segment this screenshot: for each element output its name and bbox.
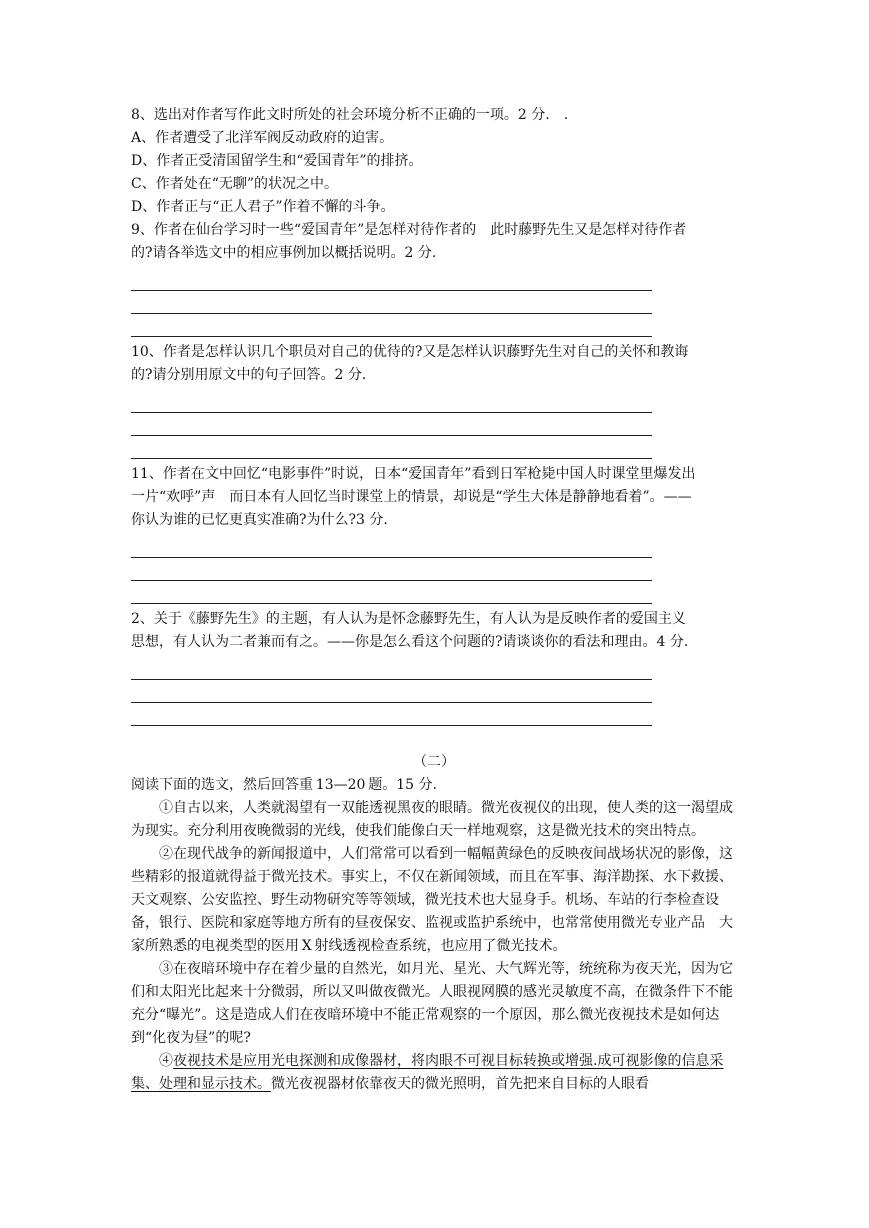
passage-paragraph-4 [131, 1050, 737, 1096]
question-9-line-1: 9、作者在仙台学习时一些“爱国青年”是怎样对待作者的 此时藤野先生又是怎样对待作者 [131, 222, 687, 238]
question-12-line-1: 2、关于《藤野先生》的主题，有人认为是怀念藤野先生，有人认为是反映作者的爱国主义 [131, 611, 686, 627]
passage-paragraph-2: ②在现代战争的新闻报道中，人们常常可以看到一幅幅黄绿色的反映夜间战场状况的影像，这些精彩的报道就得益于微光技术。事实上，不仅在新闻领域，而且在军事、海洋勘探、水下救援、天文观察、公安监控、野生动物研究等等领域，微光技术也大显身手。机场、车站的行李检查设备，银行、医院和家庭等地方所有的昼夜保安、监视或监护系统中，也常常使用微光专业产品 大家所熟悉的电视类型的医用 X 射线透视检查系统，也应用了微光技术。 [131, 846, 733, 954]
question-8-option-c: C、作者处在“无聊”的状况之中。 [131, 176, 339, 192]
question-10-answer-area[interactable] [131, 390, 737, 459]
document-page [131, 104, 737, 1096]
answer-line[interactable] [131, 413, 652, 436]
paragraph-4-continuation: 微光夜视器材依靠夜天的微光照明，首先把来自目标的人眼看 [271, 1076, 649, 1092]
answer-line[interactable] [131, 703, 652, 726]
question-8-stem: 8、选出对作者写作此文时所处的社会环境分析不正确的一项。2 分. . [131, 107, 569, 123]
question-11-answer-area[interactable] [131, 535, 737, 604]
answer-line[interactable] [131, 657, 652, 680]
question-8-option-a: A、作者遭受了北洋军阀反动政府的迫害。 [131, 130, 394, 146]
question-10-line-1: 10、作者是怎样认识几个职员对自己的优待的?又是怎样认识藤野先生对自己的关怀和教诲 [131, 344, 689, 360]
question-11-line-1: 11、作者在文中回忆“电影事件”时说，日本“爱国青年”看到日军枪毙中国人时课堂里爆发出 [131, 466, 696, 482]
answer-line[interactable] [131, 291, 652, 314]
answer-line[interactable] [131, 680, 652, 703]
passage-paragraph-1: ①自古以来，人类就渴望有一双能透视黑夜的眼睛。微光夜视仪的出现，使人类的这一渴望成为现实。充分利用夜晚微弱的光线，使我们能像白天一样地观察，这是微光技术的突出特点。 [131, 800, 733, 839]
section-2-instruction: 阅读下面的选文，然后回答重 13—20 题。15 分. [131, 777, 437, 793]
passage-paragraph-3: ③在夜暗环境中存在着少量的自然光，如月光、星光、大气辉光等，统统称为夜天光，因为它们和太阳光比起来十分微弱，所以又叫做夜微光。人眼视网膜的感光灵敏度不高，在微条件下不能充分“曝光”。这是造成人们在夜暗环境中不能正常观察的一个原因，那么微光夜视技术是如何达到“化夜为昼”的呢? [131, 961, 733, 1046]
underlined-definition: 夜视技术是应用光电探测和成像器材，将肉眼不可视目标转换或增强.成可视影像的信息采集、处理和显示技术。 [131, 1053, 724, 1092]
answer-line[interactable] [131, 436, 652, 459]
question-9-answer-area[interactable] [131, 268, 737, 337]
section-2-title: （二） [413, 754, 455, 770]
answer-line[interactable] [131, 581, 652, 604]
answer-line[interactable] [131, 268, 652, 291]
paragraph-4-number: ④ [159, 1053, 173, 1069]
answer-line[interactable] [131, 390, 652, 413]
question-9-line-2: 的?请各举选文中的相应事例加以概括说明。2 分. [131, 245, 437, 261]
question-11-line-3: 你认为谁的已忆更真实准确?为什么?3 分. [131, 512, 388, 528]
answer-line[interactable] [131, 558, 652, 581]
question-8-option-d: D、作者正与“正人君子”作着不懈的斗争。 [131, 199, 395, 215]
question-10-line-2: 的?请分别用原文中的句子回答。2 分. [131, 367, 367, 383]
answer-line[interactable] [131, 535, 652, 558]
answer-line[interactable] [131, 314, 652, 337]
question-11-line-2: 一片“欢呼”声 而日本有人回忆当时课堂上的情景，却说是“学生大体是静静地看着”。—— [131, 489, 692, 505]
question-8-option-b: D、作者正受清国留学生和“爱国青年”的排挤。 [131, 153, 423, 169]
question-12-line-2: 思想，有人认为二者兼而有之。——你是怎么看这个问题的?请谈谈你的看法和理由。4 分. [131, 634, 689, 650]
question-12-answer-area[interactable] [131, 657, 737, 726]
